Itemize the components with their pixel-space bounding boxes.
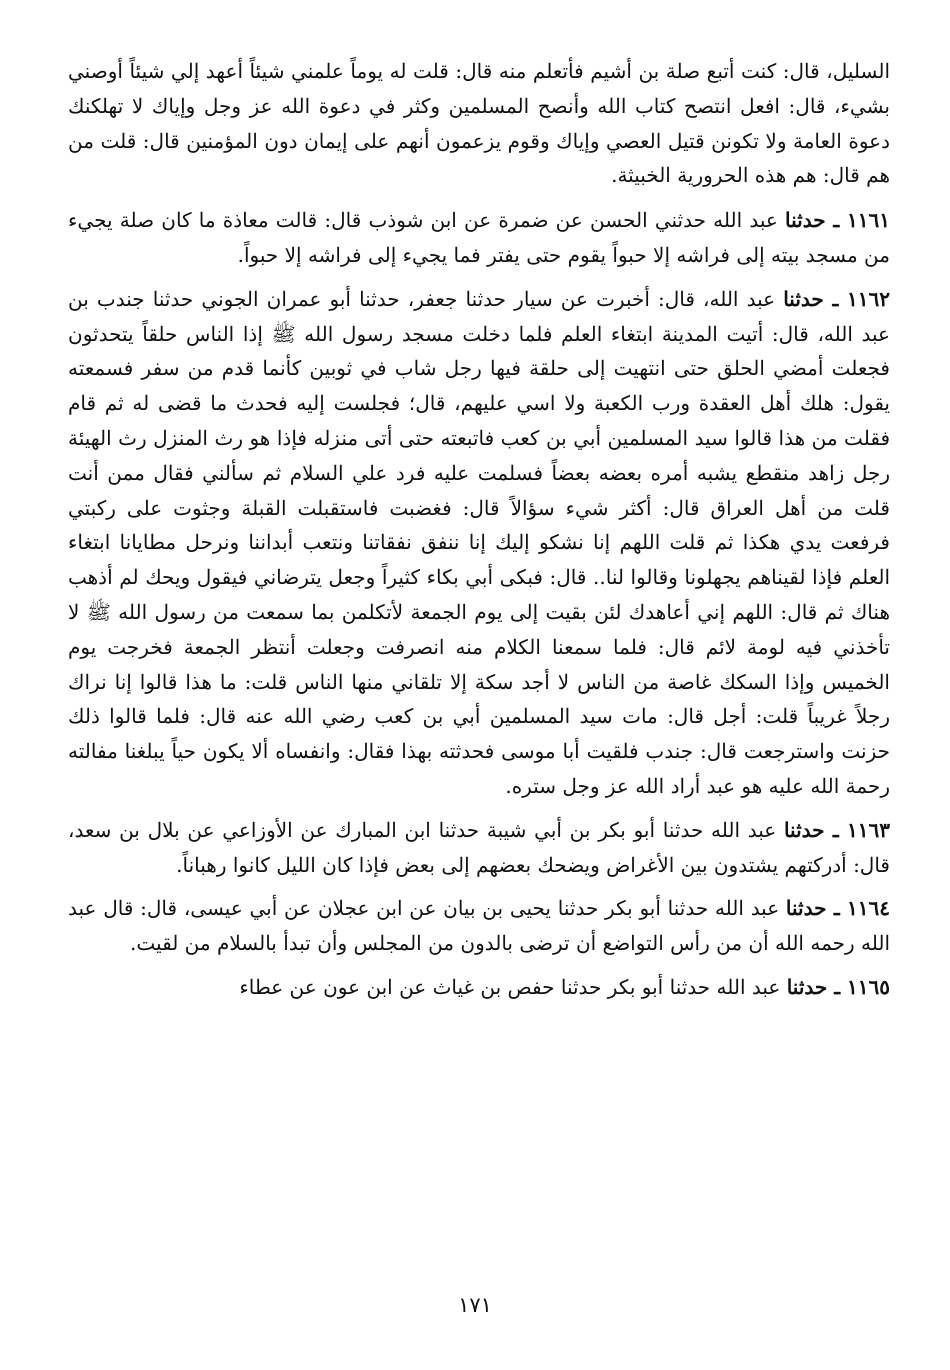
hadith-1165	[68, 970, 890, 1005]
hadith-label: ١١٦٢ ـ حدثنا	[783, 286, 891, 311]
hadith-1162	[68, 282, 890, 804]
hadith-text: عبد الله، قال: أخبرت عن سيار حدثنا جعفر، حدثنا أبو عمران الجوني حدثنا جندب بن عبد الله، قال: أتيت المدينة ابتغاء العلم فلما دخلت مسجد رسول الله ﷺ إذا الناس حلقاً يتحدثون فجعلت أمضي الحلق حتى انتهيت إلى حلقة فيها رجل شاب في ثوبين كأنما قدم من سفر فسمعته يقول: هلك أهل العقدة ورب الكعبة ولا اسي عليهم، قال؛ فجلست إليه فحدث ما قضى له ثم قام فقلت من هذا قالوا سيد المسلمين أبي بن كعب فاتبعته حتى أتى منزله فإذا هو رث المنزل رث الهيئة رجل زاهد منقطع يشبه أمره بعضه بعضاً فسلمت عليه فرد علي السلام ثم سألني فقال ممن أنت قلت من أهل العراق قال: أكثر شيء سؤالاً قال: فغضبت فاستقبلت القبلة وجثوت على ركبتي فرفعت يدي هكذا ثم قلت اللهم إنا نشكو إليك إنا ننفق نفقاتنا ونتعب أبداننا ونرحل مطايانا ابتغاء العلم فإذا لقيناهم يجهلونا وقالوا لنا.. قال: فبكى أبي بكاء كثيراً وجعل يترضاني فيقول ويحك لم أذهب هناك ثم قال: اللهم إني أعاهدك لئن بقيت إلى يوم الجمعة لأتكلمن بما سمعت من رسول الله ﷺ لا تأخذني فيه لومة لائم قال: فلما سمعنا الكلام منه انصرفت وجعلت أنتظر الجمعة فخرجت يوم الخميس وإذا السكك غاصة من الناس لا أجد سكة إلا تلقاني منها الناس قلت: ما هذا قالوا إنا نراك رجلاً غريباً قلت: أجل قال: مات سيد المسلمين أبي بن كعب رضي الله عنه قال: فلما قالوا ذلك حزنت واسترجعت قال: جندب فلقيت أبا موسى فحدثته بهذا فقال: وانفساه ألا يكون حياً يبلغنا مفالته رحمة الله عليه هو عبد أراد الله عز وجل ستره.	[68, 286, 890, 798]
paragraph-text: السليل، قال: كنت أتبع صلة بن أشيم فأتعلم منه قال: قلت له يوماً علمني شيئاً أعهد إلي شيئاً أوصني بشيء، قال: افعل انتصح كتاب الله وأنصح المسلمين وكثر في دعوة الله عز وجل وإياك لا تهلكنك دعوة العامة ولا تكونن قتيل العصي وإياك وقوم يزعمون أنهم على إيمان دون المؤمنين قال: قلت من هم قال: هم هذه الحرورية الخبيثة.	[68, 59, 891, 188]
hadith-text: عبد الله حدثنا أبو بكر بن أبي شيبة حدثنا ابن المبارك عن الأوزاعي عن بلال بن سعد، قال: أدركتهم يشتدون بين الأغراض ويضحك بعضهم إلى بعض فإذا كان الليل كانوا رهباناً.	[68, 817, 890, 877]
hadith-label: ١١٦١ ـ حدثنا	[785, 208, 890, 233]
page-number: ١٧١	[458, 1293, 492, 1317]
hadith-1163	[68, 813, 890, 883]
hadith-label: ١١٦٤ ـ حدثنا	[785, 896, 890, 921]
hadith-1161	[68, 203, 890, 273]
hadith-1164	[68, 891, 890, 961]
hadith-text: عبد الله حدثنا أبو بكر حدثنا يحيى بن بيان عن ابن عجلان عن أبي عيسى، قال: قال عبد الله رحمه الله أن من رأس التواضع أن ترضى بالدون من المجلس وأن تبدأ بالسلام من لقيت.	[68, 896, 890, 956]
paragraph-continued	[68, 54, 890, 193]
hadith-text: عبد الله حدثنا أبو بكر حدثنا حفص بن غياث عن ابن عون عن عطاء	[239, 974, 787, 999]
text-body	[68, 54, 890, 1014]
hadith-label: ١١٦٥ ـ حدثنا	[786, 974, 890, 999]
hadith-text: عبد الله حدثني الحسن عن ضمرة عن ابن شوذب قال: قالت معاذة ما كان صلة يجيء من مسجد بيته إلى فراشه إلا حبواً يقوم حتى يفتر فما يجيء إلى فراشه إلا حبواً.	[68, 208, 890, 267]
hadith-label: ١١٦٣ ـ حدثنا	[783, 817, 891, 842]
